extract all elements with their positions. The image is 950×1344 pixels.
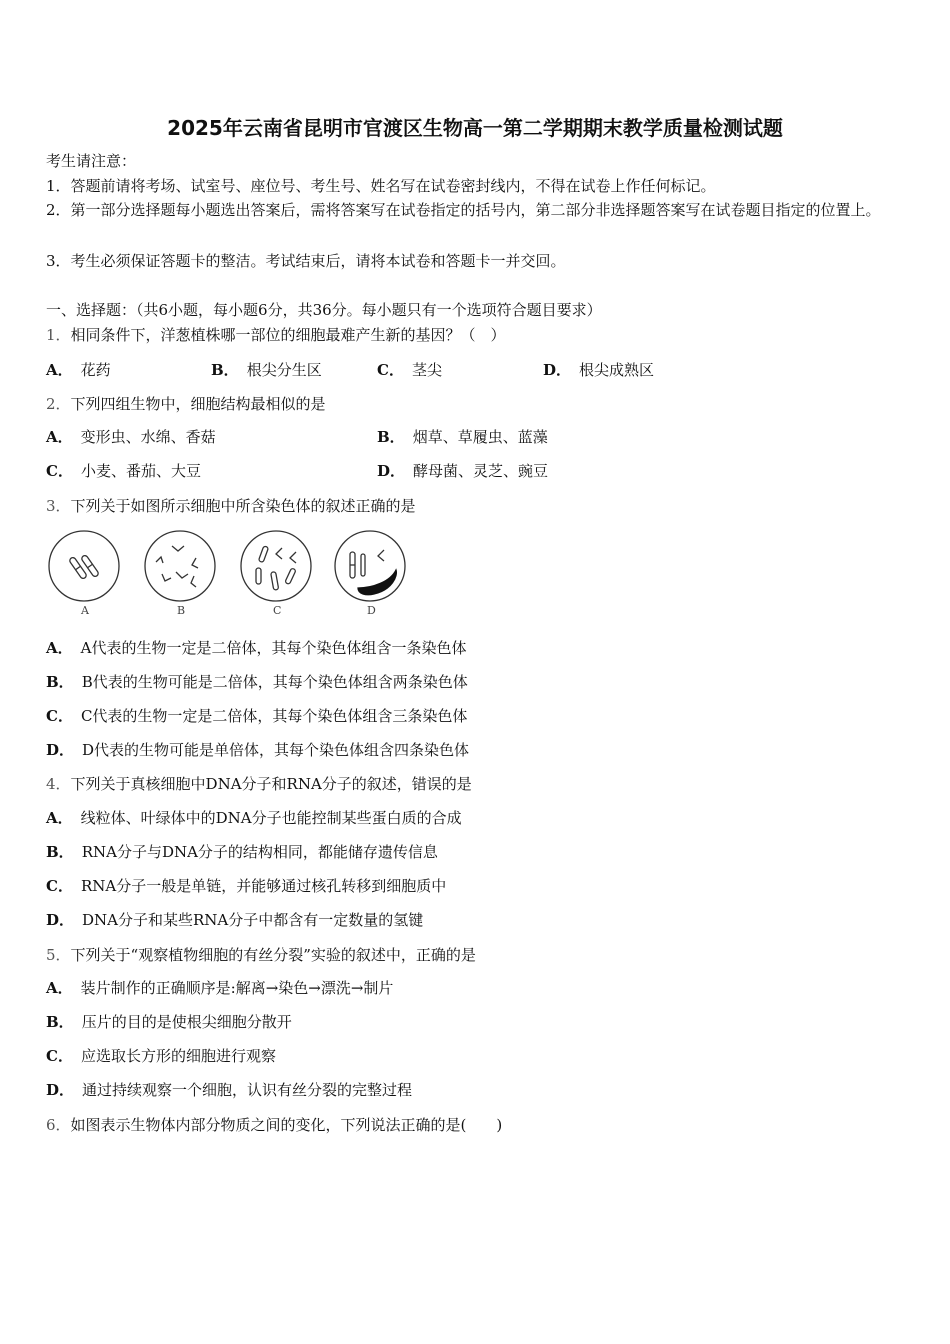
q1-option-d[interactable]: D． 根尖成熟区 <box>543 361 655 379</box>
figure-label-b: B <box>177 604 186 617</box>
cell-d-chromosome-1 <box>350 552 355 578</box>
cell-b-chromosome-5 <box>176 572 188 578</box>
question-text: 下列关于真核细胞中DNA分子和RNA分子的叙述，错误的是 <box>70 775 472 793</box>
cell-c <box>241 531 311 601</box>
cell-d-chromosome-4 <box>358 570 396 595</box>
q1-option-b[interactable]: B． 根尖分生区 <box>211 361 322 379</box>
q2-option-b[interactable]: B． 烟草、草履虫、蓝藻 <box>377 428 548 446</box>
section-heading: 一、选择题：（共6小题，每小题6分，共36分。每小题只有一个选项符合题目要求） <box>46 301 602 319</box>
figure-label-d: D <box>367 604 376 617</box>
question-text: 下列四组生物中，细胞结构最相似的是 <box>70 395 326 413</box>
cell-a-chromosome-2 <box>81 554 100 577</box>
question-text: 下列关于如图所示细胞中所含染色体的叙述正确的是 <box>70 497 416 515</box>
question-number: 6． <box>46 1116 71 1134</box>
cell-d-chromosome-2 <box>361 554 365 576</box>
cell-c-chromosome-4 <box>256 568 261 584</box>
cell-b-chromosome-4 <box>162 574 171 581</box>
q3-option-d[interactable]: D． D代表的生物可能是单倍体，其每个染色体组含四条染色体 <box>46 741 470 759</box>
q5-option-a[interactable]: A． 装片制作的正确顺序是:解离→染色→漂洗→制片 <box>46 979 394 997</box>
cell-b-membrane <box>145 531 215 601</box>
cell-b <box>145 531 215 601</box>
question-text: 如图表示生物体内部分物质之间的变化，下列说法正确的是( ) <box>70 1116 503 1134</box>
q3-option-a[interactable]: A． A代表的生物一定是二倍体，其每个染色体组含一条染色体 <box>46 639 467 657</box>
question-text: 下列关于“观察植物细胞的有丝分裂”实验的叙述中，正确的是 <box>70 946 476 964</box>
question-number: 3． <box>46 497 71 515</box>
question-6 <box>46 1115 502 1135</box>
cell-c-chromosome-3 <box>290 552 296 563</box>
cell-d-chromosome-3 <box>378 550 384 561</box>
q2-option-d[interactable]: D． 酵母菌、灵芝、豌豆 <box>377 462 549 480</box>
cell-a <box>49 531 119 601</box>
question-number: 5． <box>46 946 71 964</box>
q4-option-b[interactable]: B． RNA分子与DNA分子的结构相同，都能储存遗传信息 <box>46 843 438 861</box>
cell-c-chromosome-1 <box>258 546 268 563</box>
cell-b-chromosome-6 <box>191 576 196 587</box>
cell-c-chromosome-6 <box>285 568 296 585</box>
notice-item-3: 3．考生必须保证答题卡的整洁。考试结束后，请将本试卷和答题卡一并交回。 <box>46 252 566 270</box>
q5-option-b[interactable]: B． 压片的目的是使根尖细胞分散开 <box>46 1013 292 1031</box>
q5-option-c[interactable]: C． 应选取长方形的细胞进行观察 <box>46 1047 276 1065</box>
question-text: 相同条件下，洋葱植株哪一部位的细胞最难产生新的基因？（ ） <box>70 326 506 344</box>
q4-option-a[interactable]: A． 线粒体、叶绿体中的DNA分子也能控制某些蛋白质的合成 <box>46 809 462 827</box>
question-5 <box>46 945 476 965</box>
figure-label-a: A <box>81 604 89 617</box>
cell-a-membrane <box>49 531 119 601</box>
q3-option-c[interactable]: C． C代表的生物一定是二倍体，其每个染色体组含三条染色体 <box>46 707 468 725</box>
cell-c-chromosome-5 <box>271 572 279 591</box>
question-1 <box>46 325 506 345</box>
notice-heading: 考生请注意： <box>46 152 137 170</box>
question-number: 1． <box>46 326 71 344</box>
q4-option-c[interactable]: C． RNA分子一般是单链，并能够通过核孔转移到细胞质中 <box>46 877 447 895</box>
notice-item-1: 1．答题前请将考场、试室号、座位号、考生号、姓名写在试卷密封线内，不得在试卷上作任何标记。 <box>46 177 716 195</box>
q4-option-d[interactable]: D． DNA分子和某些RNA分子中都含有一定数量的氢键 <box>46 911 424 929</box>
question-number: 4． <box>46 775 71 793</box>
cell-b-chromosome-2 <box>156 557 163 563</box>
q3-option-b[interactable]: B． B代表的生物可能是二倍体，其每个染色体组含两条染色体 <box>46 673 468 691</box>
page-title: 2025年云南省昆明市官渡区生物高一第二学期期末教学质量检测试题 <box>167 116 783 140</box>
q1-option-c[interactable]: C． 茎尖 <box>377 361 442 379</box>
question-2 <box>46 394 326 414</box>
figure-label-c: C <box>273 604 282 617</box>
q2-option-c[interactable]: C． 小麦、番茄、大豆 <box>46 462 201 480</box>
notice-item-2: 2．第一部分选择题每小题选出答案后，需将答案写在试卷指定的括号内，第二部分非选择题答案写在试卷题目指定的位置上。 <box>46 201 881 219</box>
cell-c-membrane <box>241 531 311 601</box>
question-number: 2． <box>46 395 71 413</box>
cell-a-chromosome-1 <box>69 556 88 579</box>
q5-option-d[interactable]: D． 通过持续观察一个细胞，认识有丝分裂的完整过程 <box>46 1081 413 1099</box>
question-3 <box>46 496 416 516</box>
chromosome-figure <box>44 528 414 620</box>
cell-c-chromosome-2 <box>276 548 282 559</box>
cell-d <box>335 531 405 601</box>
question-4 <box>46 774 472 794</box>
q1-option-a[interactable]: A． 花药 <box>46 361 111 379</box>
q2-option-a[interactable]: A． 变形虫、水绵、香菇 <box>46 428 216 446</box>
cell-b-chromosome-1 <box>172 546 184 551</box>
cell-b-chromosome-3 <box>192 558 198 568</box>
